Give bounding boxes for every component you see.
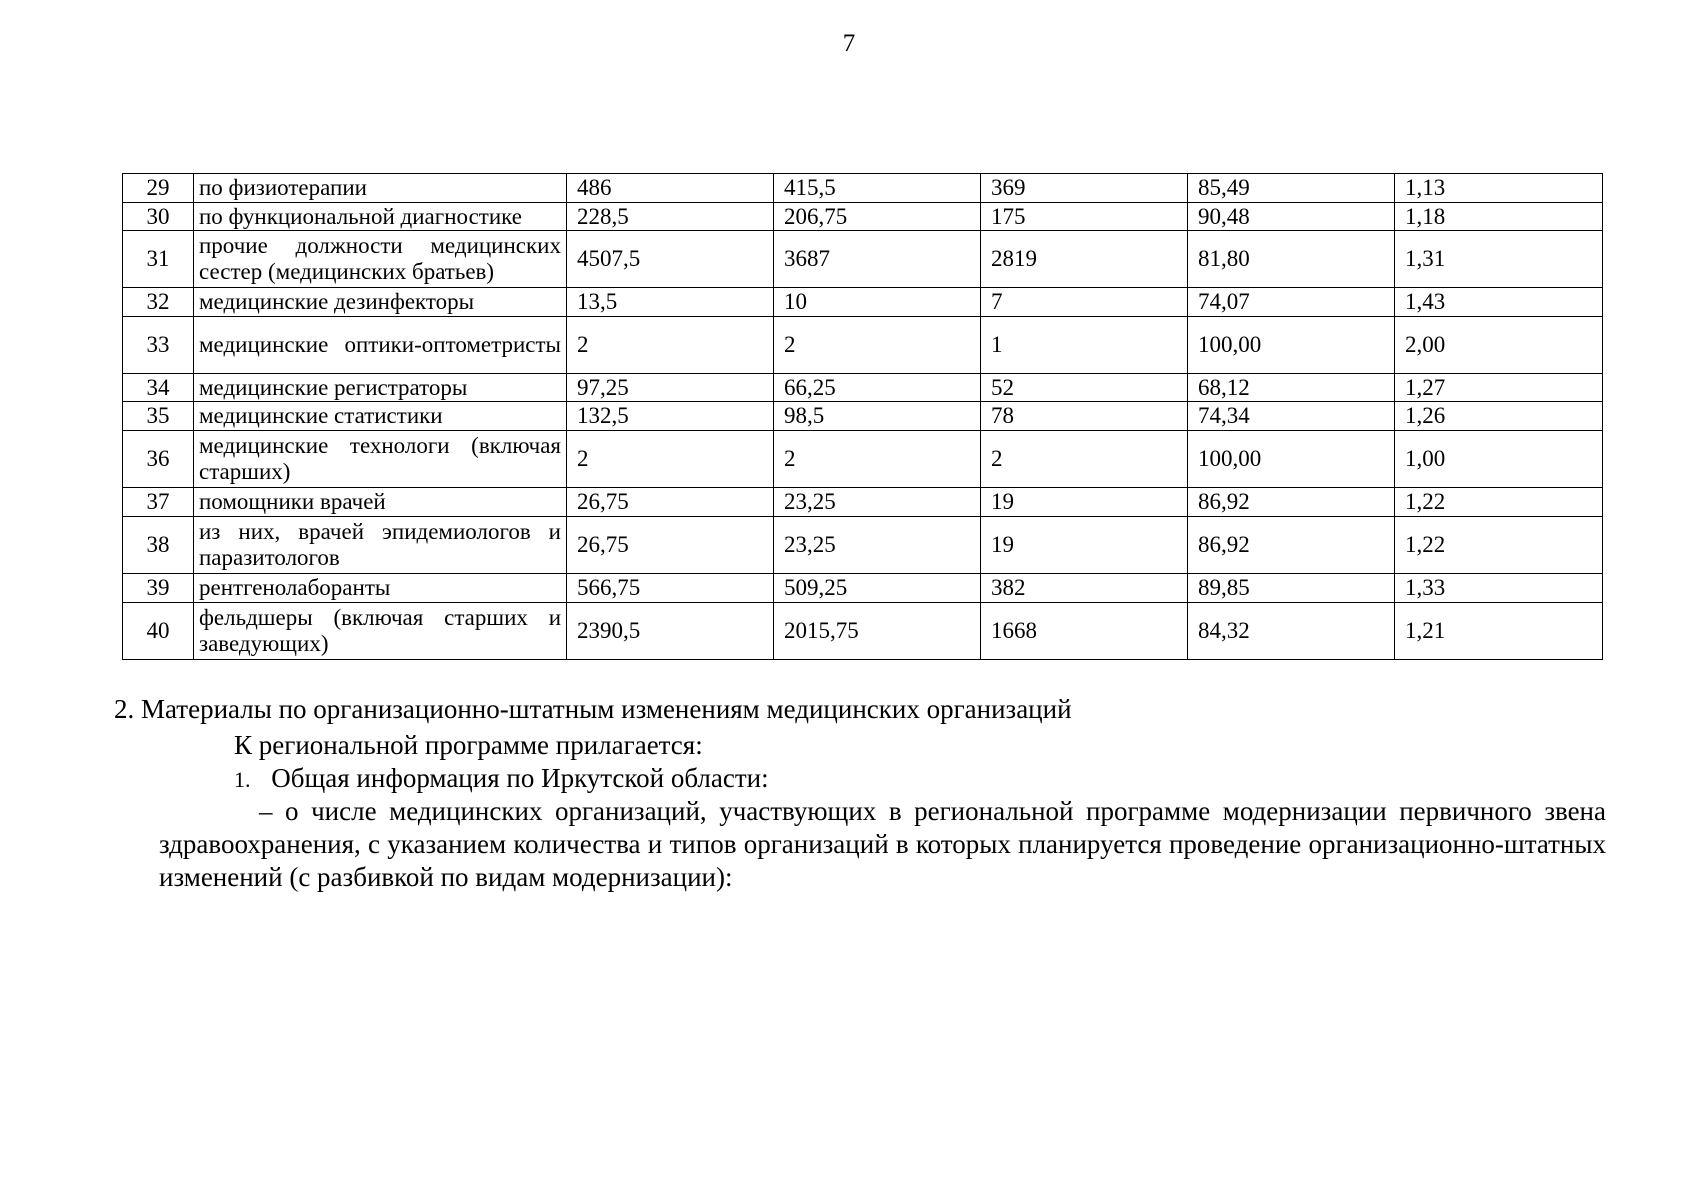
- cell-value: 26,75: [567, 517, 774, 574]
- list-item-number: 1.: [234, 767, 251, 792]
- row-label: медицинские регистраторы: [194, 374, 567, 402]
- row-label: медицинские оптики-оптометристы: [194, 317, 567, 374]
- cell-value: 2819: [981, 231, 1188, 288]
- row-label: из них, врачей эпидемиологов и паразитологов: [194, 517, 567, 574]
- cell-value: 89,85: [1188, 574, 1395, 603]
- cell-value: 1,21: [1395, 603, 1603, 660]
- list-item-text: Общая информация по Иркутской области:: [271, 763, 769, 793]
- cell-value: 19: [981, 488, 1188, 517]
- cell-value: 1,43: [1395, 288, 1603, 317]
- cell-value: 2015,75: [774, 603, 981, 660]
- intro-line: К региональной программе прилагается:: [234, 730, 703, 760]
- cell-value: 26,75: [567, 488, 774, 517]
- table-row: [123, 431, 1603, 488]
- table-row: [123, 402, 1603, 431]
- cell-value: 1,00: [1395, 431, 1603, 488]
- cell-value: 2390,5: [567, 603, 774, 660]
- cell-value: 97,25: [567, 374, 774, 402]
- row-label: по функциональной диагностике: [194, 203, 567, 231]
- row-number: 36: [123, 431, 194, 488]
- cell-value: 68,12: [1188, 374, 1395, 402]
- table-row: [123, 317, 1603, 374]
- cell-value: 3687: [774, 231, 981, 288]
- cell-value: 1,26: [1395, 402, 1603, 431]
- row-label: рентгенолаборанты: [194, 574, 567, 603]
- bullet-paragraph: – о числе медицинских организаций, участвующих в региональной программе модернизации первичного звена здравоохранения, с указанием количества и типов организаций в которых планируется проведение организационно-штатных изменений (с разбивкой по видам модернизации):: [159, 796, 1606, 892]
- cell-value: 10: [774, 288, 981, 317]
- cell-value: 74,34: [1188, 402, 1395, 431]
- cell-value: 486: [567, 174, 774, 203]
- cell-value: 509,25: [774, 574, 981, 603]
- cell-value: 4507,5: [567, 231, 774, 288]
- cell-value: 2: [567, 431, 774, 488]
- table-row: [123, 517, 1603, 574]
- row-label: по физиотерапии: [194, 174, 567, 203]
- row-label: фельдшеры (включая старших и заведующих): [194, 603, 567, 660]
- cell-value: 2: [567, 317, 774, 374]
- cell-value: 7: [981, 288, 1188, 317]
- cell-value: 66,25: [774, 374, 981, 402]
- cell-value: 1,13: [1395, 174, 1603, 203]
- cell-value: 369: [981, 174, 1188, 203]
- cell-value: 86,92: [1188, 488, 1395, 517]
- cell-value: 2: [774, 317, 981, 374]
- row-number: 37: [123, 488, 194, 517]
- staff-table: [122, 173, 1603, 660]
- cell-value: 100,00: [1188, 317, 1395, 374]
- cell-value: 1,33: [1395, 574, 1603, 603]
- table-row: [123, 374, 1603, 402]
- cell-value: 23,25: [774, 517, 981, 574]
- row-label: помощники врачей: [194, 488, 567, 517]
- table-row: [123, 488, 1603, 517]
- cell-value: 2,00: [1395, 317, 1603, 374]
- cell-value: 85,49: [1188, 174, 1395, 203]
- cell-value: 1668: [981, 603, 1188, 660]
- cell-value: 52: [981, 374, 1188, 402]
- list-item: [234, 762, 1614, 796]
- cell-value: 206,75: [774, 203, 981, 231]
- table-row: [123, 603, 1603, 660]
- row-label: прочие должности медицинских сестер (медицинских братьев): [194, 231, 567, 288]
- row-number: 32: [123, 288, 194, 317]
- cell-value: 98,5: [774, 402, 981, 431]
- table-row: [123, 174, 1603, 203]
- cell-value: 132,5: [567, 402, 774, 431]
- row-label: медицинские технологи (включая старших): [194, 431, 567, 488]
- cell-value: 566,75: [567, 574, 774, 603]
- cell-value: 1,27: [1395, 374, 1603, 402]
- cell-value: 81,80: [1188, 231, 1395, 288]
- cell-value: 1,18: [1395, 203, 1603, 231]
- row-number: 33: [123, 317, 194, 374]
- cell-value: 1,31: [1395, 231, 1603, 288]
- cell-value: 1,22: [1395, 488, 1603, 517]
- cell-value: 84,32: [1188, 603, 1395, 660]
- cell-value: 175: [981, 203, 1188, 231]
- table-row: [123, 288, 1603, 317]
- row-number: 35: [123, 402, 194, 431]
- row-number: 30: [123, 203, 194, 231]
- cell-value: 23,25: [774, 488, 981, 517]
- cell-value: 19: [981, 517, 1188, 574]
- row-number: 31: [123, 231, 194, 288]
- row-number: 34: [123, 374, 194, 402]
- cell-value: 2: [981, 431, 1188, 488]
- cell-value: 86,92: [1188, 517, 1395, 574]
- row-number: 40: [123, 603, 194, 660]
- row-label: медицинские статистики: [194, 402, 567, 431]
- cell-value: 78: [981, 402, 1188, 431]
- section-heading: 2. Материалы по организационно-штатным изменениям медицинских организаций: [114, 694, 1072, 724]
- cell-value: 382: [981, 574, 1188, 603]
- cell-value: 2: [774, 431, 981, 488]
- cell-value: 74,07: [1188, 288, 1395, 317]
- table-row: [123, 574, 1603, 603]
- cell-value: 1: [981, 317, 1188, 374]
- cell-value: 415,5: [774, 174, 981, 203]
- row-number: 39: [123, 574, 194, 603]
- cell-value: 100,00: [1188, 431, 1395, 488]
- cell-value: 90,48: [1188, 203, 1395, 231]
- row-number: 29: [123, 174, 194, 203]
- cell-value: 228,5: [567, 203, 774, 231]
- cell-value: 1,22: [1395, 517, 1603, 574]
- table-row: [123, 203, 1603, 231]
- row-number: 38: [123, 517, 194, 574]
- row-label: медицинские дезинфекторы: [194, 288, 567, 317]
- page-number: 7: [842, 30, 856, 57]
- cell-value: 13,5: [567, 288, 774, 317]
- table-row: [123, 231, 1603, 288]
